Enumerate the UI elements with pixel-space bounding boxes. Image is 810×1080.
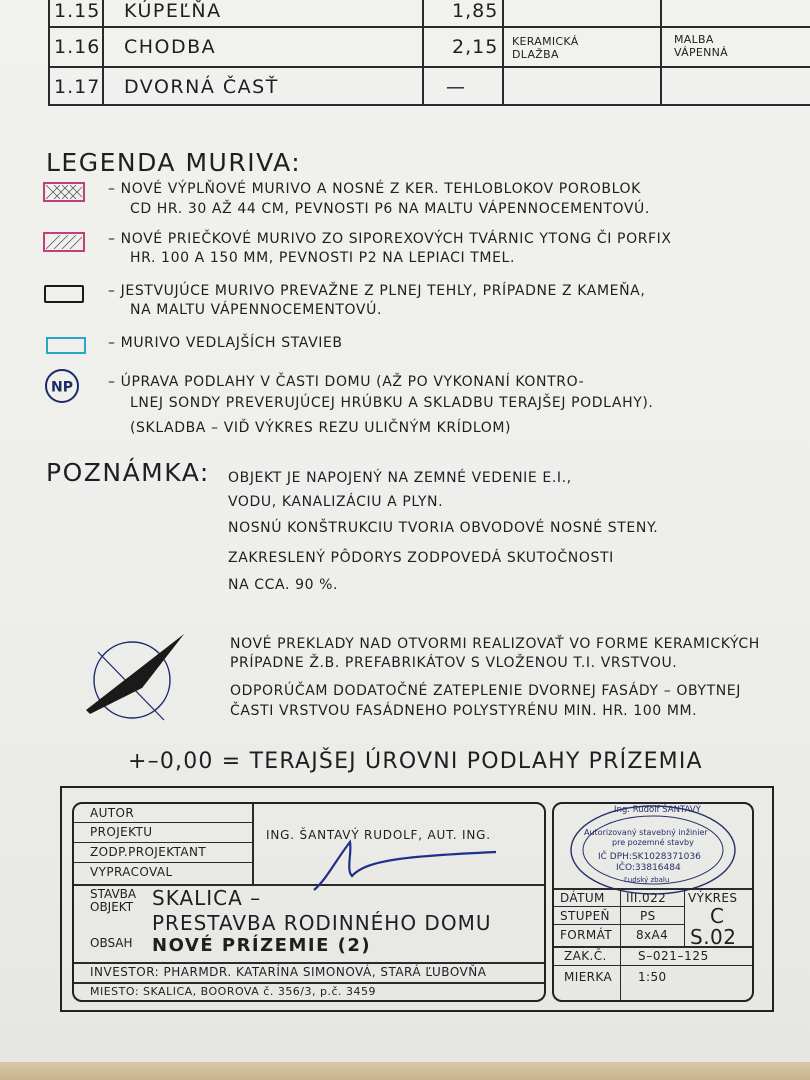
vykres-letter: C [710, 904, 724, 928]
datum-label: DÁTUM [560, 891, 605, 905]
legend-title: LEGENDA MURIVA: [46, 148, 302, 177]
room-name: DVORNÁ ČASŤ [124, 76, 279, 98]
note-line: PRÍPADNE Ž.B. PREFABRIKÁTOV S VLOŽENOU T.I. VRSTVOU. [230, 655, 678, 671]
np-label: NP [51, 379, 73, 396]
stavba-title: SKALICA – [152, 886, 262, 910]
note-line: NA CCA. 90 %. [228, 577, 339, 593]
note-line: NOVÉ PREKLADY NAD OTVORMI REALIZOVAŤ VO FORME KERAMICKÝCH [230, 636, 760, 652]
room-name: KÚPEĽŇA [124, 0, 222, 22]
miesto-line: MIESTO: SKALICA, BOOROVA č. 356/3, p.č. 3459 [90, 985, 377, 998]
stamp-line: Autorizovaný stavebný inžinier [584, 828, 708, 837]
room-value: 2,15 [452, 36, 499, 58]
label-projektu: PROJEKTU [90, 825, 153, 839]
stamp-line: IČ DPH:SK1028371036 [598, 852, 701, 862]
legend-item-text: – ÚPRAVA PODLAHY V ČASTI DOMU (AŽ PO VYKONANÍ KONTRO- [108, 374, 585, 390]
legend-item-text: – JESTVUJÚCE MURIVO PREVAŽNE Z PLNEJ TEHLY, PRÍPADNE Z KAMEŇA, [108, 283, 646, 299]
north-arrow-icon [84, 628, 194, 726]
drawing-info-box [552, 802, 754, 1002]
table-surface [0, 1062, 810, 1080]
mierka-value: 1:50 [638, 970, 667, 984]
author-name: ING. ŠANTAVÝ RUDOLF, AUT. ING. [266, 828, 491, 842]
floor-finish: KERAMICKÁ DLAŽBA [512, 35, 579, 61]
np-circle-icon [44, 368, 82, 404]
wall-finish: MALBA VÁPENNÁ [674, 33, 729, 59]
format-value: 8xA4 [636, 928, 669, 942]
note-line: ČASTI VRSTVOU FASÁDNEHO POLYSTYRÉNU MIN. HR. 100 MM. [230, 703, 698, 719]
legend-item-text: – MURIVO VEDLAJŠÍCH STAVIEB [108, 335, 343, 351]
level-reference: +–0,00 = TERAJŠEJ ÚROVNI PODLAHY PRÍZEMIA [128, 749, 703, 774]
stupen-value: PS [640, 909, 656, 923]
legend-item-text: HR. 100 A 150 MM, PEVNOSTI P2 NA LEPIACI TMEL. [130, 250, 515, 266]
zak-value: S–021–125 [638, 949, 709, 963]
note-title: POZNÁMKA: [46, 458, 210, 487]
vykres-number: S.02 [690, 925, 737, 949]
note-line: ODPORÚČAM DODATOČNÉ ZATEPLENIE DVORNEJ FASÁDY – OBYTNEJ [230, 683, 741, 699]
stamp-line: Ľudský zbalu [624, 876, 670, 884]
stamp-line: pre pozemné stavby [612, 838, 694, 847]
note-line: ZAKRESLENÝ PÔDORYS ZODPOVEDÁ SKUTOČNOSTI [228, 550, 614, 566]
obsah-value: NOVÉ PRÍZEMIE (2) [152, 935, 372, 956]
investor-line: INVESTOR: PHARMDR. KATARÍNA SIMONOVÁ, STARÁ ĽUBOVŇA [90, 965, 487, 979]
legend-item-text: – NOVÉ PRIEČKOVÉ MURIVO ZO SIPOREXOVÝCH TVÁRNIC YTONG ČI PORFIX [108, 231, 672, 247]
room-number: 1.15 [54, 0, 101, 22]
label-autor: AUTOR [90, 806, 135, 820]
legend-item-text: CD HR. 30 AŽ 44 CM, PEVNOSTI P6 NA MALTU VÁPENNOCEMENTOVÚ. [130, 201, 650, 217]
legend-item-text: (SKLADBA – VIĎ VÝKRES REZU ULIČNÝM KRÍDLOM) [130, 420, 512, 436]
stavba-subtitle: PRESTAVBA RODINNÉHO DOMU [152, 911, 492, 935]
crosshatch-swatch-icon [43, 182, 85, 202]
note-line: OBJEKT JE NAPOJENÝ NA ZEMNÉ VEDENIE E.I., [228, 470, 572, 486]
black-wall-swatch-icon [44, 285, 84, 303]
label-zodp-projektant: ZODP.PROJEKTANT [90, 845, 207, 859]
legend-item-text: NA MALTU VÁPENNOCEMENTOVÚ. [130, 302, 383, 318]
hatch-swatch-icon [43, 232, 85, 252]
note-line: NOSNÚ KONŠTRUKCIU TVORIA OBVODOVÉ NOSNÉ STENY. [228, 520, 659, 536]
room-value: 1,85 [452, 0, 499, 22]
zak-label: ZAK.Č. [564, 949, 607, 963]
room-table [48, 0, 810, 106]
stupen-label: STUPEŇ [560, 909, 610, 923]
room-value: — [446, 76, 466, 98]
label-obsah: OBSAH [90, 936, 133, 950]
room-name: CHODBA [124, 36, 217, 58]
room-number: 1.16 [54, 36, 101, 58]
legend-item-text: LNEJ SONDY PREVERUJÚCEJ HRÚBKU A SKLADBU TERAJŠEJ PODLAHY). [130, 395, 654, 411]
vykres-label: VÝKRES [688, 891, 738, 905]
room-number: 1.17 [54, 76, 101, 98]
stamp-line: IČO:33816484 [616, 863, 681, 873]
label-stavba: STAVBA [90, 887, 137, 901]
project-info-box [72, 802, 546, 1002]
signature-icon [306, 830, 516, 900]
note-line: VODU, KANALIZÁCIU A PLYN. [228, 494, 444, 510]
datum-value: III.022 [626, 891, 667, 905]
label-objekt: OBJEKT [90, 900, 134, 914]
mierka-label: MIERKA [564, 970, 613, 984]
stamp-icon [568, 800, 738, 900]
legend-item-text: – NOVÉ VÝPLŇOVÉ MURIVO A NOSNÉ Z KER. TEHLOBLOKOV POROBLOK [108, 181, 641, 197]
label-vypracoval: VYPRACOVAL [90, 865, 173, 879]
stamp-line: Ing. Rudolf ŠANTAVÝ [614, 805, 701, 815]
format-label: FORMÁT [560, 928, 613, 942]
title-block [60, 786, 774, 1012]
cyan-wall-swatch-icon [46, 337, 86, 354]
